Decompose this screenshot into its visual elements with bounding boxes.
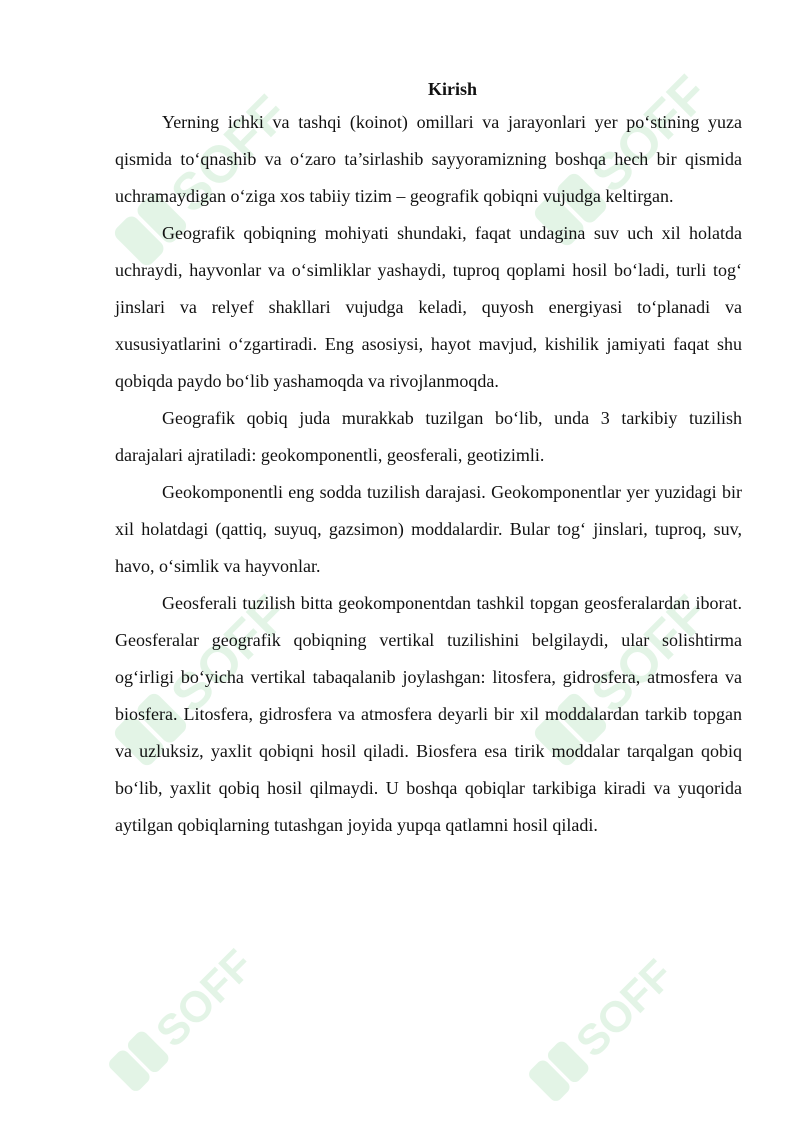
paragraph-1: Yerning ichki va tashqi (koinot) omillari va jarayonlari yer po‘stining yuza qismida to‘qnashib va o‘zaro ta’sirlashib sayyoramizning boshqa hech bir qismida uchramaydigan o‘ziga xos tabiiy tizim – geografik qobiqni vujudga keltirgan. [115, 112, 742, 206]
soff-watermark [80, 920, 280, 1125]
svg-text:SOFF: SOFF [580, 584, 720, 724]
document-page [115, 74, 742, 844]
paragraph-3: Geografik qobiq juda murakkab tuzilgan bo‘lib, unda 3 tarkibiy tuzilish darajalari ajratiladi: geokomponentli, geosferali, geotizimli. [115, 408, 742, 465]
svg-text:SOFF: SOFF [160, 584, 300, 724]
svg-text:SOFF: SOFF [567, 950, 683, 1067]
page-title: Kirish [427, 79, 477, 99]
paragraph-5: Geosferali tuzilish bitta geokomponentdan tashkil topgan geosferalardan iborat. Geosferalar geografik qobiqning vertikal tuzilishini belgilaydi, ular solishtirma og‘irligi bo‘yicha vertikal tabaqalanib joylashgan: litosfera, gidrosfera, atmosfera va biosfera. Litosfera, gidrosfera va atmosfera deyarli bir xil moddalardan tarkib topgan va uzluksiz, yaxlit qobiqni hosil qiladi. Biosfera esa tirik moddalar tarqalgan qobiq bo‘lib, yaxlit qobiq hosil qilmaydi. U boshqa qobiqlar tarkibiga kiradi va yuqorida aytilgan qobiqlarning tutashgan joyida yupqa qatlamni hosil qiladi. [115, 593, 742, 835]
paragraph-2: Geografik qobiqning mohiyati shundaki, faqat undagina suv uch xil holatda uchraydi, hayvonlar va o‘simliklar yashaydi, tuproq qoplami hosil bo‘ladi, turli tog‘ jinslari va relyef shakllari vujudga keladi, quyosh energiyasi to‘planadi va xususiyatlarini o‘zgartiradi. Eng asosiysi, hayot mavjud, kishilik jamiyati faqat shu qobiqda paydo bo‘lib yashamoqda va rivojlanmoqda. [115, 223, 742, 391]
paragraph-4: Geokomponentli eng sodda tuzilish darajasi. Geokomponentlar yer yuzidagi bir xil holatdagi (qattiq, suyuq, gazsimon) moddalardir. Bular tog‘ jinslari, tuproq, suv, havo, o‘simlik va hayvonlar. [115, 482, 742, 576]
soff-logo-icon [500, 930, 700, 1130]
svg-text:SOFF: SOFF [160, 84, 300, 224]
soff-logo-icon [80, 920, 280, 1120]
soff-watermark [500, 930, 700, 1135]
svg-text:SOFF: SOFF [147, 940, 263, 1057]
svg-text:SOFF: SOFF [580, 64, 720, 204]
